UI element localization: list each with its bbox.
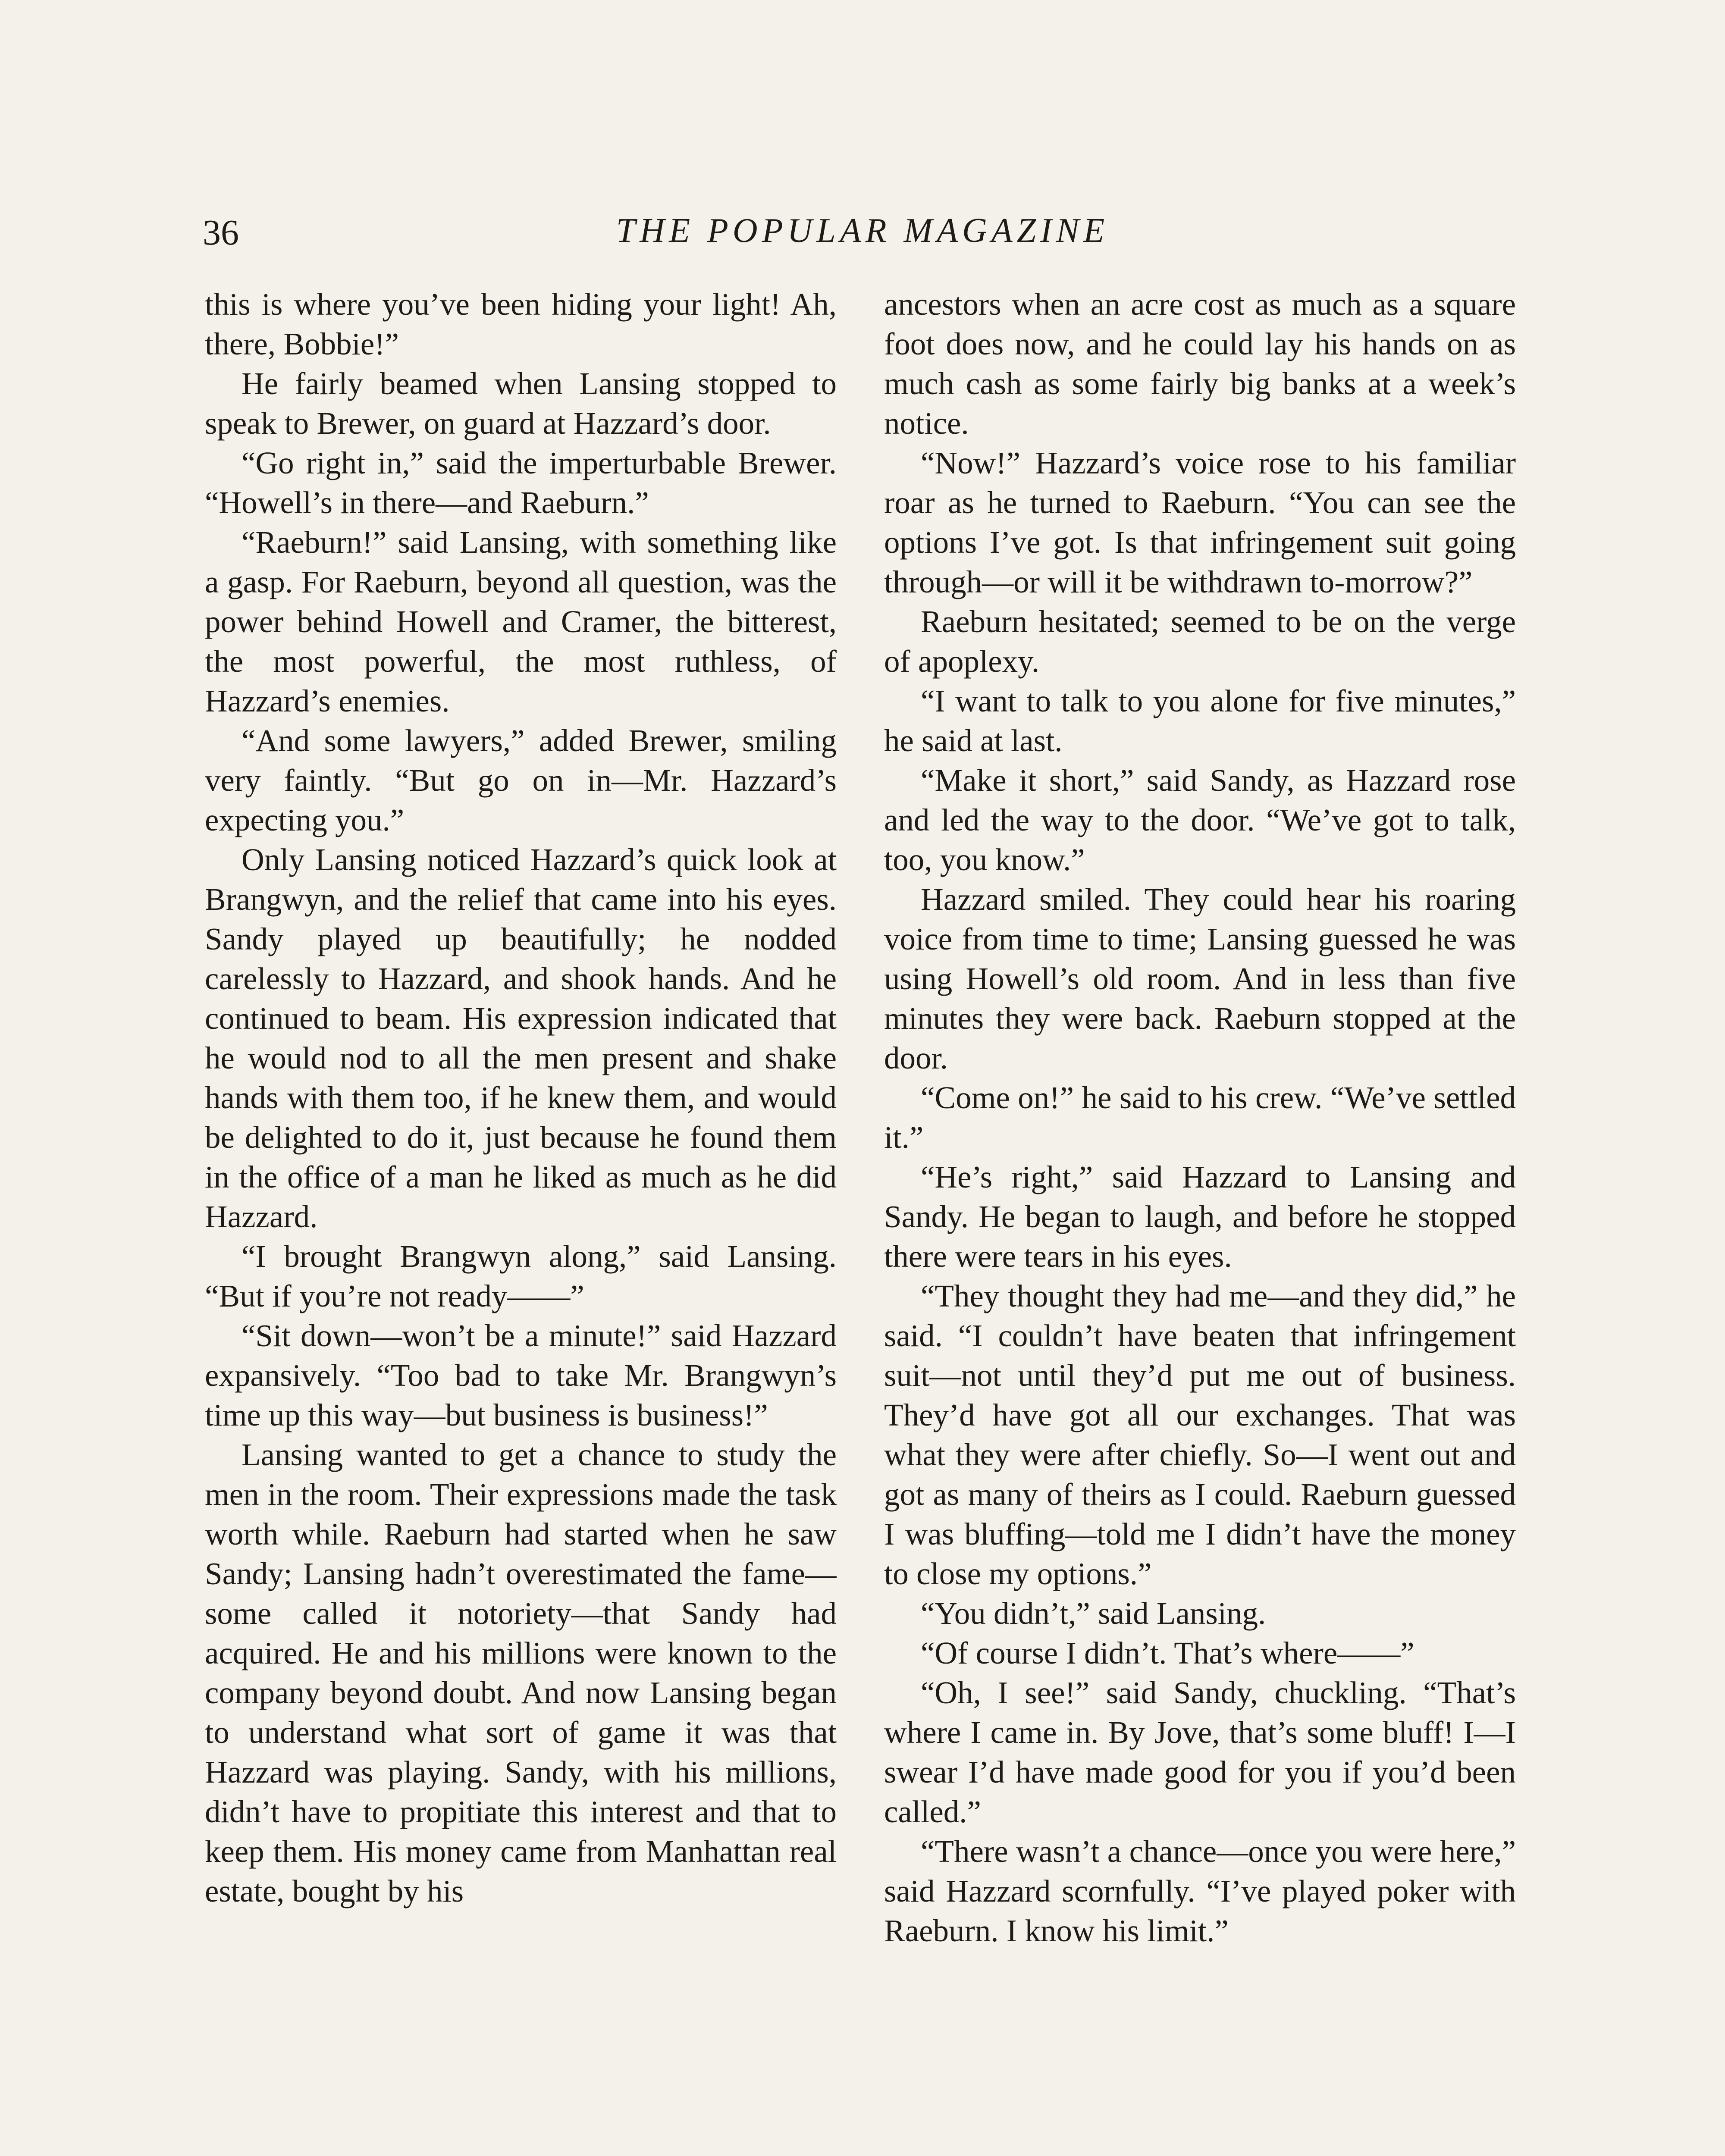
paragraph: “Make it short,” said Sandy, as Hazzard rose and led the way to the door. “We’ve got to talk, too, you know.” [884,763,1516,877]
paragraph: “I brought Brangwyn along,” said Lansing. “But if you’re not ready——” [205,1239,837,1313]
paragraph: “Of course I didn’t. That’s where——” [921,1636,1414,1670]
paragraph: He fairly beamed when Lansing stopped to speak to Brewer, on guard at Hazzard’s door. [205,366,837,441]
paragraph: Raeburn hesitated; seemed to be on the verge of apoplexy. [884,604,1516,679]
right-column [884,285,1516,2156]
paragraph: ancestors when an acre cost as much as a square foot does now, and he could lay his hands on as much cash as some fairly big banks at a week’s notice. [884,287,1516,441]
paragraph: “There wasn’t a chance—once you were here,” said Hazzard scornfully. “I’ve played poker with Raeburn. I know his limit.” [884,1834,1516,1948]
running-title: THE POPULAR MAGAZINE [616,212,1109,250]
paragraph: “Raeburn!” said Lansing, with something like a gasp. For Raeburn, beyond all question, was the power behind Howell and Cramer, the bitterest, the most powerful, the most ruthless, of Hazzard’s enemies. [205,525,837,718]
left-column [205,285,837,2156]
paragraph: “You didn’t,” said Lansing. [921,1596,1266,1631]
page-number: 36 [203,213,239,253]
paragraph: Only Lansing noticed Hazzard’s quick look at Brangwyn, and the relief that came into his eyes. Sandy played up beautifully; he nodded carelessly to Hazzard, and shook hands. And he continued to beam. His expression indicated that he would nod to all the men present and shake hands with them too, if he knew them, and would be delighted to do it, just because he found them in the office of a man he liked as much as he did Hazzard. [205,842,837,1234]
paragraph: “Go right in,” said the imperturbable Brewer. “Howell’s in there—and Raeburn.” [205,445,837,520]
paragraph: Hazzard smiled. They could hear his roaring voice from time to time; Lansing guessed he was using Howell’s old room. And in less than five minutes they were back. Raeburn stopped at the door. [884,882,1516,1075]
page-header [203,203,1522,259]
paragraph: “And some lawyers,” added Brewer, smiling very faintly. “But go on in—Mr. Hazzard’s expecting you.” [205,723,837,837]
paragraph: this is where you’ve been hiding your light! Ah, there, Bobbie!” [205,287,837,361]
paragraph: “I want to talk to you alone for five minutes,” he said at last. [884,683,1516,758]
paragraph: “He’s right,” said Hazzard to Lansing and Sandy. He began to laugh, and before he stopped there were tears in his eyes. [884,1159,1516,1274]
paragraph: “They thought they had me—and they did,” he said. “I couldn’t have beaten that infringement suit—not until they’d put me out of business. They’d have got all our exchanges. That was what they were after chiefly. So—I went out and got as many of theirs as I could. Raeburn guessed I was bluffing—told me I didn’t have the money to close my options.” [884,1279,1516,1591]
paragraph: “Oh, I see!” said Sandy, chuckling. “That’s where I came in. By Jove, that’s some bluff! I—I swear I’d have made good for you if you’d been called.” [884,1675,1516,1829]
paragraph: “Sit down—won’t be a minute!” said Hazzard expansively. “Too bad to take Mr. Brangwyn’s time up this way—but business is business!” [205,1318,837,1432]
paragraph: “Now!” Hazzard’s voice rose to his familiar roar as he turned to Raeburn. “You can see the options I’ve got. Is that infringement suit going through—or will it be withdrawn to-morrow?” [884,445,1516,599]
paragraph: Lansing wanted to get a chance to study the men in the room. Their expressions made the task worth while. Raeburn had started when he saw Sandy; Lansing hadn’t overestimated the fame—some called it notoriety—that Sandy had acquired. He and his millions were known to the company beyond doubt. And now Lansing began to understand what sort of game it was that Hazzard was playing. Sandy, with his millions, didn’t have to propitiate this interest and that to keep them. His money came from Manhattan real estate, bought by his [205,1437,837,1908]
paragraph: “Come on!” he said to his crew. “We’ve settled it.” [884,1080,1516,1155]
